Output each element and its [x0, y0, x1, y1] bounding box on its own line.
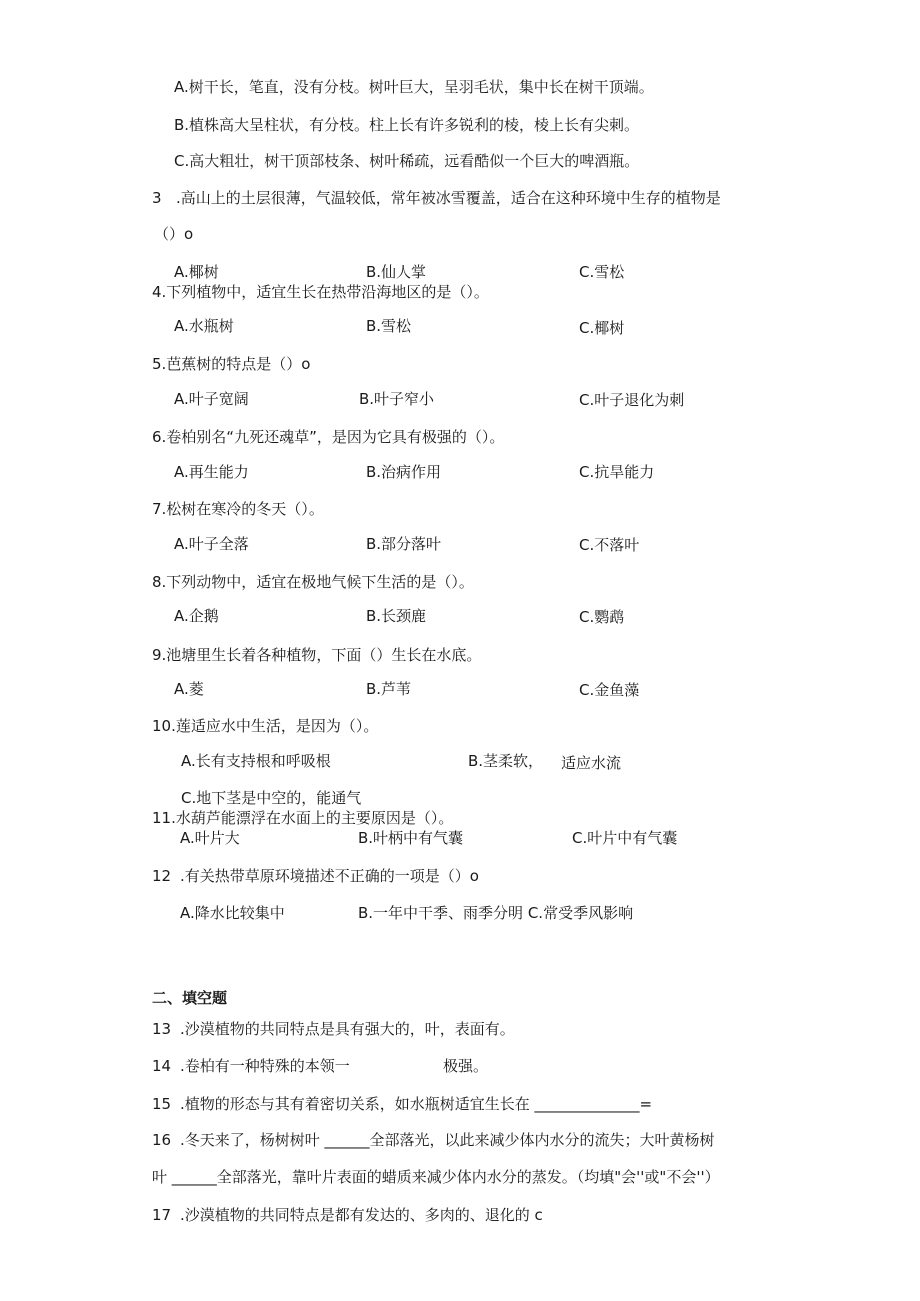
- question-text-continued: 极强。: [443, 1057, 489, 1075]
- question-line-2: 叶 ______全部落光，靠叶片表面的蜡质来减少体内水分的蒸发。（均填"会''或"不会''）: [152, 1168, 720, 1186]
- option-b: B.叶柄中有气囊: [358, 829, 464, 847]
- question-number: 17: [152, 1206, 172, 1224]
- option-b: B.茎柔软，: [468, 752, 544, 770]
- option-c: C.雪松: [579, 263, 625, 281]
- question-text: .沙漠植物的共同特点是都有发达的、多肉的、退化的 c: [180, 1206, 543, 1224]
- question-number: 14: [152, 1057, 172, 1075]
- option-c: C.高大粗壮，树干顶部枝条、树叶稀疏，远看酷似一个巨大的啤酒瓶。: [174, 152, 640, 170]
- option-b: B.植株高大呈柱状，有分枝。柱上长有许多锐利的棱，棱上长有尖刺。: [174, 116, 640, 134]
- option-b-and-c: B.一年中干季、雨季分明 C.常受季风影响: [358, 904, 634, 922]
- option-a: A.叶子全落: [174, 535, 249, 553]
- option-c: C.金鱼藻: [579, 681, 640, 699]
- question-stem: 5.芭蕉树的特点是（）o: [152, 355, 311, 373]
- option-c: C.椰树: [579, 319, 625, 337]
- question-line-1: .冬天来了，杨树树叶 ______全部落光，以此来减少体内水分的流失；大叶黄杨树: [180, 1131, 715, 1149]
- option-b: B.叶子窄小: [359, 390, 435, 408]
- option-a: A.长有支持根和呼吸根: [181, 752, 331, 770]
- section-title: 二、填空题: [152, 989, 228, 1007]
- option-a: A.椰树: [174, 263, 219, 281]
- question-number: 13: [152, 1020, 172, 1038]
- option-b: B.部分落叶: [366, 535, 442, 553]
- option-a: A.树干长，笔直，没有分枝。树叶巨大，呈羽毛状，集中长在树干顶端。: [174, 78, 654, 96]
- question-stem: 6.卷柏别名“九死还魂草”，是因为它具有极强的（）。: [152, 428, 505, 446]
- option-b-continued: 适应水流: [561, 754, 622, 772]
- question-stem: 7.松树在寒冷的冬天（）。: [152, 500, 324, 518]
- option-a: A.叶子宽阔: [174, 390, 249, 408]
- question-stem: 8.下列动物中，适宜在极地气候下生活的是（）。: [152, 573, 474, 591]
- question-stem: 11.水葫芦能漂浮在水面上的主要原因是（）。: [152, 809, 454, 827]
- option-c: C.抗旱能力: [579, 463, 655, 481]
- option-b: B.治病作用: [366, 463, 442, 481]
- option-a: A.叶片大: [180, 829, 240, 847]
- question-text: .沙漠植物的共同特点是具有强大的，叶，表面有。: [180, 1020, 515, 1038]
- question-text: .卷柏有一种特殊的本领一: [180, 1057, 350, 1075]
- option-b: B.芦苇: [366, 680, 412, 698]
- question-stem: .有关热带草原环境描述不正确的一项是（）o: [180, 867, 479, 885]
- question-number: 3: [152, 189, 162, 207]
- question-text: .植物的形态与其有着密切关系，如水瓶树适宜生长在 ______________=: [180, 1095, 653, 1113]
- option-a: A.菱: [174, 680, 204, 698]
- option-c: C.叶子退化为刺: [579, 391, 685, 409]
- option-c: C.地下茎是中空的，能通气: [181, 789, 362, 807]
- question-stem: 9.池塘里生长着各种植物，下面（）生长在水底。: [152, 646, 482, 664]
- option-c: C.鹦鹉: [579, 608, 625, 626]
- question-number: 12: [152, 867, 172, 885]
- option-b: B.长颈鹿: [366, 607, 427, 625]
- option-b: B.仙人掌: [366, 263, 427, 281]
- question-stem: 4.下列植物中，适宜生长在热带沿海地区的是（）。: [152, 283, 489, 301]
- question-stem: 10.莲适应水中生活，是因为（）。: [152, 717, 379, 735]
- option-b: B.雪松: [366, 317, 412, 335]
- option-a: A.降水比较集中: [180, 904, 285, 922]
- question-number: 15: [152, 1095, 172, 1113]
- question-stem-continued: （）o: [154, 225, 194, 243]
- option-c: C.不落叶: [579, 536, 640, 554]
- option-a: A.水瓶树: [174, 317, 234, 335]
- question-stem: .高山上的土层很薄，气温较低，常年被冰雪覆盖，适合在这种环境中生存的植物是: [176, 189, 721, 207]
- option-c: C.叶片中有气囊: [572, 829, 678, 847]
- option-a: A.再生能力: [174, 463, 249, 481]
- question-number: 16: [152, 1131, 172, 1149]
- option-a: A.企鹅: [174, 607, 219, 625]
